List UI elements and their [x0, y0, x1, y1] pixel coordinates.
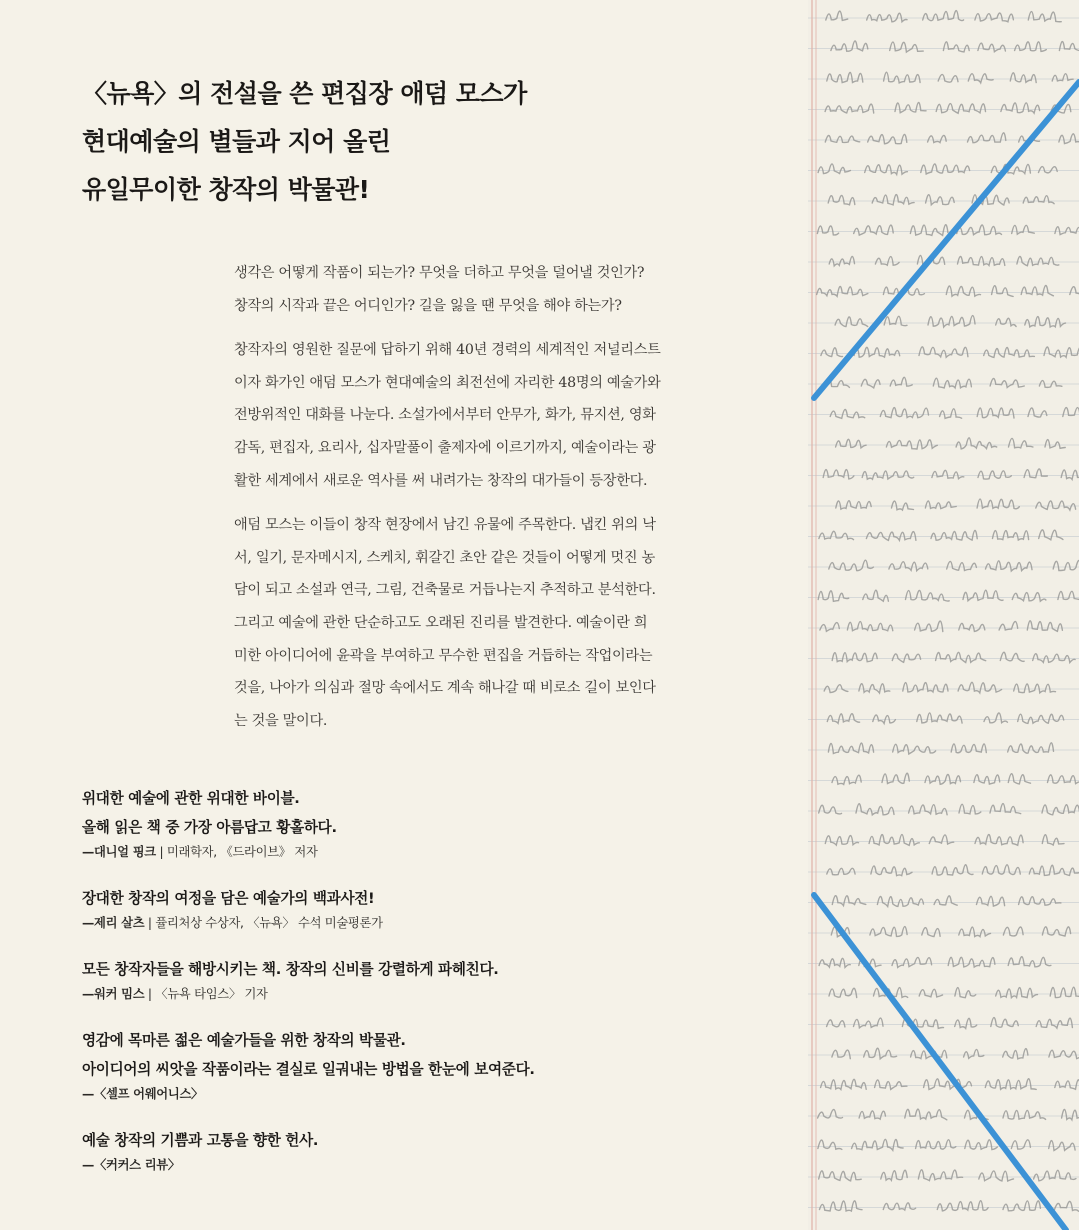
- review-5: [82, 1126, 782, 1175]
- review-quote: 영감에 목마른 젊은 예술가들을 위한 창작의 박물관.: [82, 1032, 406, 1049]
- review-author: —워커 밈스: [82, 987, 145, 1001]
- paragraph-3: [234, 509, 754, 737]
- text-line: 담이 되고 소설과 연극, 그림, 건축물로 거듭나는지 추적하고 분석한다.: [234, 582, 656, 599]
- text-line: 는 것을 말이다.: [234, 712, 328, 729]
- review-author: —〈커커스 리뷰〉: [82, 1158, 180, 1172]
- review-source: [82, 984, 782, 1004]
- review-detail: | 〈뉴욕 타임스〉 기자: [144, 987, 268, 1001]
- review-source: [82, 913, 782, 933]
- review-3: [82, 955, 782, 1004]
- text-line: 감독, 편집자, 요리사, 십자말풀이 출제자에 이르기까지, 예술이라는 광: [234, 439, 656, 456]
- text-line: 것을, 나아가 의심과 절망 속에서도 계속 해나갈 때 비로소 길이 보인다: [234, 680, 656, 697]
- review-source: [82, 842, 782, 862]
- headline-line-2: 현대예술의 별들과 지어 올린: [82, 127, 391, 156]
- headline: [82, 70, 527, 214]
- text-line: 전방위적인 대화를 나눈다. 소설가에서부터 안무가, 화가, 뮤지션, 영화: [234, 407, 656, 424]
- review-quote: 위대한 예술에 관한 위대한 바이블.: [82, 790, 300, 807]
- paragraph-1: [234, 257, 754, 322]
- text-line: 생각은 어떻게 작품이 되는가? 무엇을 더하고 무엇을 덜어낼 것인가?: [234, 265, 645, 281]
- review-author: —〈셀프 어웨어니스〉: [82, 1087, 204, 1101]
- review-4: [82, 1026, 782, 1104]
- headline-line-3: 유일무이한 창작의 박물관!: [82, 175, 370, 204]
- text-line: 이자 화가인 애덤 모스가 현대예술의 최전선에 자리한 48명의 예술가와: [234, 374, 661, 391]
- text-line: 그리고 예술에 관한 단순하고도 오래된 진리를 발견한다. 예술이란 희: [234, 614, 648, 631]
- review-quote: 장대한 창작의 여정을 담은 예술가의 백과사전!: [82, 890, 375, 907]
- reviews: [82, 784, 782, 1197]
- body-text: [234, 257, 754, 749]
- text-line: 애덤 모스는 이들이 창작 현장에서 남긴 유물에 주목한다. 냅킨 위의 낙: [234, 517, 656, 534]
- notebook-page-illustration: [808, 0, 1079, 1230]
- text-line: 창작자의 영원한 질문에 답하기 위해 40년 경력의 세계적인 저널리스트: [234, 342, 661, 359]
- review-2: [82, 884, 782, 933]
- review-detail: | 퓰리처상 수상자, 〈뉴욕〉 수석 미술평론가: [144, 916, 383, 930]
- headline-line-1: 〈뉴욕〉의 전설을 쓴 편집장 애덤 모스가: [82, 79, 527, 108]
- review-quote: 아이디어의 씨앗을 작품이라는 결실로 일궈내는 방법을 한눈에 보여준다.: [82, 1061, 535, 1078]
- review-author: —대니얼 핑크: [82, 845, 156, 859]
- paragraph-2: [234, 334, 754, 497]
- review-quote: 올해 읽은 책 중 가장 아름답고 황홀하다.: [82, 819, 337, 836]
- text-line: 활한 세계에서 새로운 역사를 써 내려가는 창작의 대가들이 등장한다.: [234, 472, 648, 489]
- review-detail: | 미래학자, 《드라이브》 저자: [155, 845, 318, 859]
- text-line: 창작의 시작과 끝은 어디인가? 길을 잃을 땐 무엇을 해야 하는가?: [234, 297, 622, 314]
- review-source: [82, 1084, 782, 1104]
- review-quote: 모든 창작자들을 해방시키는 책. 창작의 신비를 강렬하게 파헤친다.: [82, 961, 499, 978]
- text-line: 미한 아이디어에 윤곽을 부여하고 무수한 편집을 거듭하는 작업이라는: [234, 647, 653, 664]
- notebook-paper: [808, 0, 1079, 1230]
- review-quote: 예술 창작의 기쁨과 고통을 향한 헌사.: [82, 1132, 319, 1149]
- review-source: [82, 1155, 782, 1175]
- review-author: —제리 살츠: [82, 916, 145, 930]
- text-line: 서, 일기, 문자메시지, 스케치, 휘갈긴 초안 같은 것들이 어떻게 멋진 농: [234, 549, 655, 566]
- handwritten-notebook-image: [808, 0, 1079, 1230]
- review-1: [82, 784, 782, 862]
